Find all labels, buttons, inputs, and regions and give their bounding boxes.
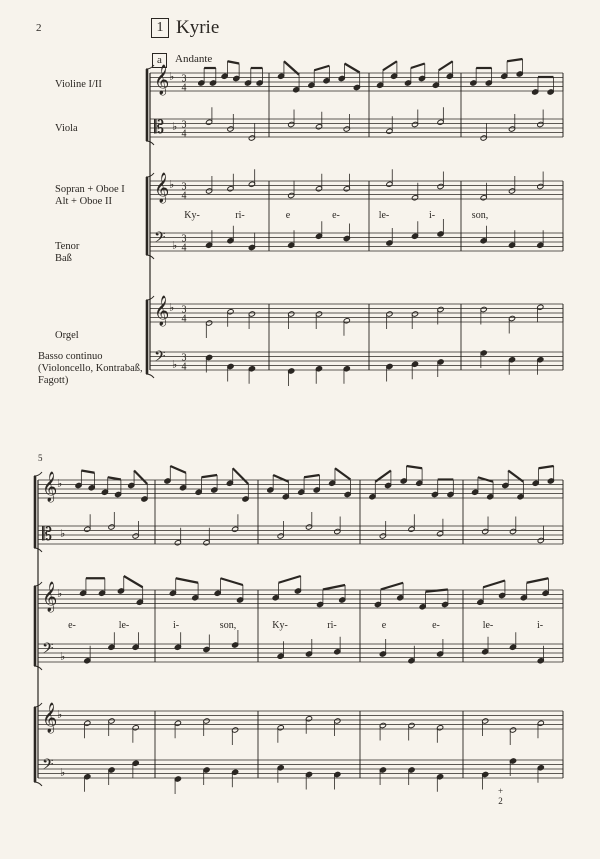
- note-beam-4: [335, 468, 350, 479]
- time-signature-bottom: 4: [181, 242, 187, 254]
- time-signature-top: 3: [181, 304, 187, 316]
- label-viola: Viola: [55, 123, 78, 134]
- time-signature-top: 3: [181, 181, 187, 193]
- movement-title: Kyrie: [176, 17, 220, 38]
- lyric-syllable: le-: [482, 620, 494, 631]
- key-flat-icon: ♭: [172, 240, 178, 252]
- label-bass: Baß: [55, 253, 72, 264]
- note-beam-0: [483, 581, 505, 588]
- lyric-syllable: son,: [471, 210, 489, 221]
- note-beam-2: [527, 578, 549, 583]
- bass-clef-icon: 𝄢: [42, 640, 54, 660]
- lyric-syllable: le-: [378, 210, 390, 221]
- bass-clef-icon: 𝄢: [42, 756, 54, 776]
- note-beam-4: [233, 468, 249, 484]
- note-beam-4: [439, 61, 453, 70]
- note-beam-2: [323, 585, 345, 590]
- bass-clef-icon: 𝄢: [154, 348, 166, 368]
- lyric-syllable: e-: [432, 620, 440, 631]
- note-beam-2: [314, 66, 329, 71]
- key-flat-icon: ♭: [172, 359, 178, 371]
- lyric-syllable: ri-: [235, 210, 245, 221]
- note-beam-2: [304, 475, 319, 477]
- key-flat-icon: ♭: [57, 709, 63, 721]
- key-flat-icon: ♭: [57, 478, 63, 490]
- time-signature-top: 3: [181, 352, 187, 364]
- lyric-syllable: i-: [536, 620, 544, 631]
- key-flat-icon: ♭: [172, 121, 178, 133]
- lyric-syllable: e: [285, 210, 291, 221]
- key-flat-icon: ♭: [57, 588, 63, 600]
- label-continuo: Basso continuo: [38, 351, 103, 362]
- lyric-syllable: son,: [219, 620, 237, 631]
- key-flat-icon: ♭: [169, 302, 175, 314]
- note-beam-2: [124, 576, 143, 587]
- lyric-syllable: i-: [428, 210, 436, 221]
- note-beam-0: [273, 475, 288, 482]
- lyric-syllable: e-: [332, 210, 340, 221]
- alto-clef-icon: 𝄡: [154, 117, 165, 137]
- movement-number: 1: [151, 18, 169, 38]
- time-signature-bottom: 4: [181, 128, 187, 140]
- bass-clef-icon: 𝄢: [154, 229, 166, 249]
- label-continuo-instruments: (Violoncello, Kontrabaß,: [38, 363, 143, 374]
- lyric-syllable: e-: [68, 620, 76, 631]
- treble-clef-icon: 𝄞: [154, 173, 170, 202]
- label-tenor: Tenor: [55, 241, 80, 252]
- note-beam-0: [176, 578, 198, 583]
- treble-clef-icon: 𝄞: [154, 296, 170, 325]
- time-signature-bottom: 4: [181, 361, 187, 373]
- note-beam-2: [507, 59, 522, 61]
- note-beam-2: [411, 64, 425, 69]
- label-alt: Alt + Oboe II: [55, 196, 112, 207]
- label-sopran: Sopran + Oboe I: [55, 184, 125, 195]
- treble-clef-icon: 𝄞: [42, 703, 58, 732]
- lyric-syllable: e: [381, 620, 387, 631]
- note-beam-0: [478, 477, 493, 482]
- alto-clef-icon: 𝄡: [42, 524, 53, 544]
- note-beam-0: [170, 466, 186, 473]
- time-signature-top: 3: [181, 119, 187, 131]
- time-signature-bottom: 4: [181, 313, 187, 325]
- note-beam-4: [345, 64, 360, 73]
- key-flat-icon: ♭: [60, 528, 66, 540]
- lyric-syllable: Ky-: [184, 210, 200, 221]
- note-beam-0: [279, 576, 301, 583]
- label-violins: Violine I/II: [55, 79, 102, 90]
- time-signature-bottom: 4: [181, 190, 187, 202]
- measure-number: 5: [38, 453, 43, 463]
- page-footer-mark: + 2: [498, 786, 504, 806]
- label-continuo-fagott: Fagott): [38, 375, 69, 386]
- label-organ: Orgel: [55, 330, 79, 341]
- note-beam-4: [539, 466, 554, 468]
- lyric-syllable: le-: [118, 620, 130, 631]
- note-beam-4: [134, 471, 147, 485]
- note-beam-2: [220, 578, 242, 585]
- page-number: 2: [36, 22, 42, 34]
- key-flat-icon: ♭: [169, 71, 175, 83]
- note-beam-0: [81, 471, 94, 473]
- note-beam-2: [201, 475, 217, 477]
- note-beam-2: [227, 61, 239, 63]
- note-beam-0: [383, 61, 397, 70]
- key-flat-icon: ♭: [169, 179, 175, 191]
- lyric-syllable: ri-: [327, 620, 337, 631]
- note-beam-2: [406, 466, 422, 468]
- time-signature-top: 3: [181, 233, 187, 245]
- treble-clef-icon: 𝄞: [42, 472, 58, 501]
- time-signature-top: 3: [181, 73, 187, 85]
- lyric-syllable: Ky-: [272, 620, 288, 631]
- time-signature-bottom: 4: [181, 82, 187, 94]
- note-beam-0: [381, 583, 403, 590]
- tempo-marking: Andante: [175, 53, 213, 65]
- note-beam-2: [108, 477, 121, 479]
- treble-clef-icon: 𝄞: [154, 65, 170, 94]
- treble-clef-icon: 𝄞: [42, 582, 58, 611]
- lyric-syllable: i-: [172, 620, 180, 631]
- key-flat-icon: ♭: [60, 651, 66, 663]
- key-flat-icon: ♭: [60, 767, 66, 779]
- rehearsal-mark: a: [152, 53, 167, 68]
